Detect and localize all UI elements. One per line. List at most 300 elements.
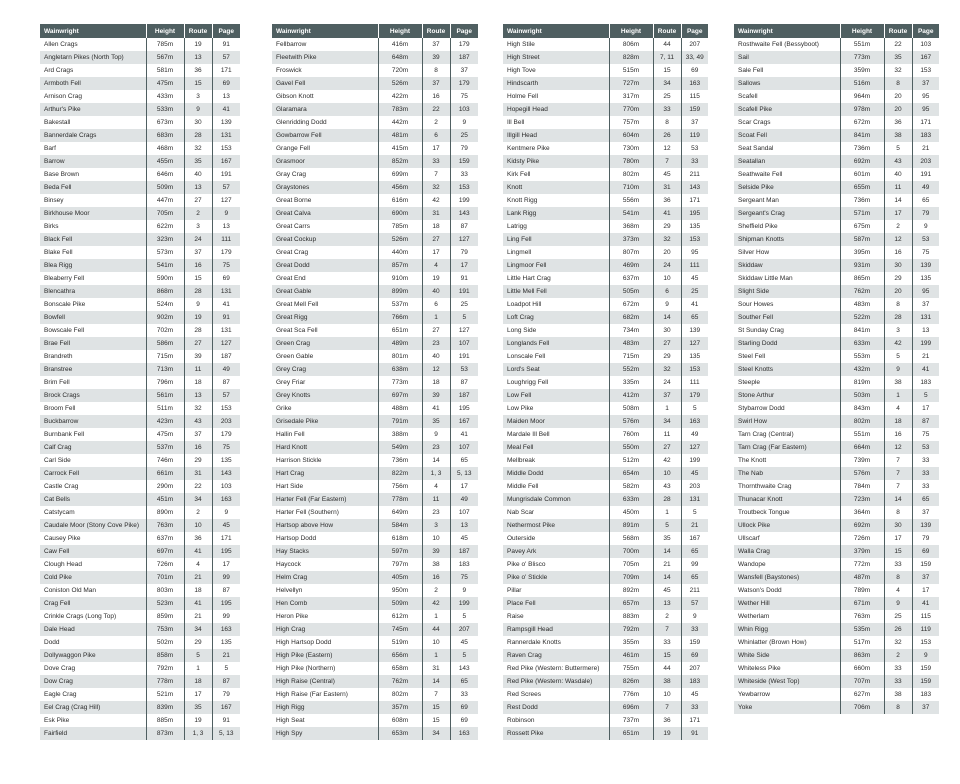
fell-page: 17 [450,259,478,272]
table-row [734,415,939,428]
fell-name: Caw Fell [40,545,146,558]
fell-page: 127 [681,441,708,454]
fell-page: 49 [681,428,708,441]
fell-page: 171 [681,194,708,207]
fell-page: 159 [912,558,939,571]
fell-height: 700m [609,545,653,558]
fell-name: Mellbreak [503,454,609,467]
fell-name: Green Crag [272,337,378,350]
fell-page: 5 [912,389,939,402]
header-height: Height [609,24,653,38]
fell-height: 483m [840,298,884,311]
fell-page: 131 [212,324,240,337]
fell-route: 44 [653,38,681,51]
table-row [40,376,240,389]
fell-route: 11 [184,363,212,376]
table-row [503,246,708,259]
fell-page: 159 [450,155,478,168]
fell-height: 796m [146,376,184,389]
table-row [734,623,939,636]
fell-height: 802m [609,168,653,181]
fell-name: Ard Crags [40,64,146,77]
fell-route: 17 [422,142,450,155]
table-row [40,688,240,701]
fell-height: 475m [146,428,184,441]
table-row [734,181,939,194]
fell-name: High Spy [272,727,378,740]
table-row [503,142,708,155]
table-row [40,220,240,233]
fell-route: 30 [184,116,212,129]
fell-height: 671m [840,597,884,610]
table-row [734,129,939,142]
fell-height: 672m [840,116,884,129]
fell-height: 568m [609,532,653,545]
table-row [272,103,478,116]
fell-name: Base Brown [40,168,146,181]
table-row [40,545,240,558]
table-row [503,610,708,623]
fell-height: 622m [146,220,184,233]
table-row [272,207,478,220]
fell-name: Branstree [40,363,146,376]
fell-page: 95 [912,90,939,103]
fell-route: 20 [884,90,912,103]
fell-route: 16 [422,571,450,584]
fell-name: High Pike (Eastern) [272,649,378,662]
table-row [40,571,240,584]
fell-route: 1 [653,506,681,519]
fell-name: Red Pike (Western: Buttermere) [503,662,609,675]
fell-height: 757m [609,116,653,129]
fell-height: 858m [146,649,184,662]
table-row [40,467,240,480]
fell-name: Grasmoor [272,155,378,168]
fell-route: 7 [884,454,912,467]
fell-name: Grey Crag [272,363,378,376]
fell-name: Meal Fell [503,441,609,454]
fell-page: 135 [912,272,939,285]
table-row [734,584,939,597]
fell-page: 49 [450,493,478,506]
fell-height: 597m [378,545,422,558]
fell-name: Troutbeck Tongue [734,506,840,519]
table-row [272,38,478,51]
fell-name: Great End [272,272,378,285]
fell-height: 654m [609,467,653,480]
fell-height: 447m [146,194,184,207]
fell-route: 7 [653,701,681,714]
fell-height: 720m [378,64,422,77]
fell-height: 612m [378,610,422,623]
table-row [503,116,708,129]
table-row [734,662,939,675]
fell-page: 167 [912,51,939,64]
fell-route: 32 [884,64,912,77]
table-row [40,493,240,506]
fell-route: 2 [884,220,912,233]
fell-name: Harter Fell (Far Eastern) [272,493,378,506]
fell-height: 608m [378,714,422,727]
fell-route: 32 [653,363,681,376]
fell-name: Tarn Crag (Central) [734,428,840,441]
fell-route: 27 [422,233,450,246]
table-row [503,168,708,181]
fell-route: 19 [184,38,212,51]
fell-name: Birks [40,220,146,233]
table-row [734,506,939,519]
fell-name: Scafell Pike [734,103,840,116]
table-row [40,506,240,519]
table-row [503,350,708,363]
fell-height: 412m [609,389,653,402]
table-row [40,233,240,246]
fell-route: 4 [422,480,450,493]
table-row [272,662,478,675]
fell-route: 36 [653,714,681,727]
fell-name: Lank Rigg [503,207,609,220]
fell-name: Sail [734,51,840,64]
fell-name: Hard Knott [272,441,378,454]
table-row [272,389,478,402]
fell-name: Ill Bell [503,116,609,129]
fell-name: The Nab [734,467,840,480]
fell-name: Great Gable [272,285,378,298]
fell-name: Robinson [503,714,609,727]
fell-page: 75 [450,90,478,103]
fell-height: 550m [609,441,653,454]
table-row [272,337,478,350]
table-row [40,90,240,103]
fell-height: 723m [840,493,884,506]
fell-route: 1, 3 [422,467,450,480]
fell-name: Castle Crag [40,480,146,493]
fell-name: Steel Fell [734,350,840,363]
table-row [272,480,478,493]
table-row [734,285,939,298]
fell-page: 187 [450,51,478,64]
fell-page: 139 [681,324,708,337]
fell-name: Dollywaggon Pike [40,649,146,662]
fell-page: 5, 13 [450,467,478,480]
fell-height: 705m [609,558,653,571]
fell-height: 537m [378,298,422,311]
header-wainwright: Wainwright [40,24,146,38]
fell-height: 522m [840,311,884,324]
fell-route: 32 [184,142,212,155]
fell-height: 553m [840,350,884,363]
table-row [734,636,939,649]
fell-name: Clough Head [40,558,146,571]
fell-page: 127 [681,337,708,350]
fell-height: 791m [378,415,422,428]
fell-route: 6 [422,298,450,311]
fell-page: 111 [212,233,240,246]
fell-page: 49 [912,181,939,194]
fell-page: 91 [212,714,240,727]
fell-height: 561m [146,389,184,402]
fell-name: Helvellyn [272,584,378,597]
fell-page: 75 [912,428,939,441]
fell-height: 778m [378,493,422,506]
fell-name: Mardale Ill Bell [503,428,609,441]
table-row [734,688,939,701]
fell-route: 7 [422,688,450,701]
table-row [272,311,478,324]
fell-height: 675m [840,220,884,233]
fell-page: 21 [212,649,240,662]
fell-name: Slight Side [734,285,840,298]
fell-page: 17 [212,558,240,571]
fell-height: 516m [840,77,884,90]
fell-page: 53 [912,233,939,246]
fell-page: 57 [212,51,240,64]
fell-height: 710m [609,181,653,194]
fell-height: 899m [378,285,422,298]
fell-page: 9 [450,584,478,597]
table-row [272,467,478,480]
table-row [40,519,240,532]
table-row [40,532,240,545]
fell-page: 87 [912,415,939,428]
fell-height: 423m [146,415,184,428]
table-row [503,467,708,480]
fell-name: Armboth Fell [40,77,146,90]
table-row [40,428,240,441]
fell-page: 153 [681,233,708,246]
fell-name: Sheffield Pike [734,220,840,233]
fell-route: 37 [653,389,681,402]
fell-page: 139 [912,519,939,532]
fell-page: 87 [450,220,478,233]
fell-height: 828m [609,51,653,64]
fell-name: Eagle Crag [40,688,146,701]
fell-page: 17 [450,480,478,493]
fell-name: Arthur's Pike [40,103,146,116]
fell-route: 5 [884,142,912,155]
table-row [734,311,939,324]
fell-height: 661m [146,467,184,480]
fell-name: Haycock [272,558,378,571]
table-row [734,77,939,90]
fell-height: 604m [609,129,653,142]
fell-route: 30 [884,519,912,532]
fell-route: 11 [884,181,912,194]
fell-route: 27 [184,194,212,207]
fell-page: 143 [450,662,478,675]
fell-page: 45 [450,636,478,649]
table-row [272,636,478,649]
table-row [734,467,939,480]
fell-page: 187 [212,350,240,363]
fell-route: 42 [653,454,681,467]
fell-name: Blea Rigg [40,259,146,272]
fell-page: 99 [212,571,240,584]
fell-page: 111 [681,376,708,389]
fell-height: 571m [840,207,884,220]
table-row [272,324,478,337]
fell-route: 20 [653,246,681,259]
fell-page: 13 [212,90,240,103]
fell-route: 21 [184,610,212,623]
fell-name: Steeple [734,376,840,389]
table-row [40,103,240,116]
fell-page: 9 [912,220,939,233]
fell-height: 556m [609,194,653,207]
fell-page: 159 [912,662,939,675]
table-row [503,714,708,727]
table-row [734,493,939,506]
fell-route: 41 [653,207,681,220]
fell-height: 655m [840,181,884,194]
table-row [503,415,708,428]
fell-route: 24 [653,259,681,272]
fell-route: 27 [653,337,681,350]
table-row [40,38,240,51]
fell-height: 461m [609,649,653,662]
fell-route: 4 [884,402,912,415]
fell-name: Great Borne [272,194,378,207]
table-row [272,649,478,662]
fell-page: 65 [450,675,478,688]
fell-page: 57 [681,597,708,610]
table-row [734,519,939,532]
fell-height: 819m [840,376,884,389]
fell-height: 481m [378,129,422,142]
fell-route: 14 [884,194,912,207]
table-row [272,259,478,272]
table-row [503,194,708,207]
fell-page: 87 [212,584,240,597]
fell-height: 541m [609,207,653,220]
fell-route: 41 [184,597,212,610]
table-row [503,207,708,220]
fell-height: 451m [146,493,184,506]
fell-page: 211 [681,168,708,181]
fell-route: 7 [653,623,681,636]
fell-name: Scoat Fell [734,129,840,142]
fell-height: 803m [146,584,184,597]
table-row [272,519,478,532]
fell-name: Helm Crag [272,571,378,584]
fell-page: 5 [450,649,478,662]
fell-route: 42 [422,597,450,610]
fell-page: 79 [450,142,478,155]
fell-name: Dow Crag [40,675,146,688]
fell-page: 5 [450,610,478,623]
table-row [734,571,939,584]
fell-route: 40 [884,168,912,181]
fell-name: Hay Stacks [272,545,378,558]
fell-name: Latrigg [503,220,609,233]
fell-route: 20 [884,285,912,298]
fell-page: 33 [681,155,708,168]
fell-page: 17 [912,584,939,597]
fell-page: 9 [212,207,240,220]
fell-route: 12 [653,142,681,155]
fell-name: High Stile [503,38,609,51]
header-route: Route [184,24,212,38]
table-row [734,220,939,233]
fell-page: 139 [212,116,240,129]
fell-name: Hart Side [272,480,378,493]
fell-page: 167 [681,532,708,545]
fell-route: 35 [422,415,450,428]
table-row [272,415,478,428]
table-row [40,350,240,363]
table-row [40,259,240,272]
fell-page: 37 [681,116,708,129]
fell-route: 39 [184,350,212,363]
fell-height: 541m [146,259,184,272]
fell-route: 24 [653,376,681,389]
fell-route: 12 [422,363,450,376]
fell-route: 13 [653,597,681,610]
fell-route: 16 [422,90,450,103]
fell-page: 207 [681,38,708,51]
fell-name: Grike [272,402,378,415]
fell-route: 24 [184,233,212,246]
table-row [272,545,478,558]
fell-height: 649m [378,506,422,519]
fell-height: 576m [840,467,884,480]
fell-height: 582m [609,480,653,493]
fell-route: 31 [422,662,450,675]
fell-height: 863m [840,649,884,662]
fell-route: 2 [184,207,212,220]
fell-route: 19 [184,714,212,727]
fell-height: 653m [378,727,422,740]
fell-height: 601m [840,168,884,181]
table-row [272,142,478,155]
fell-page: 25 [681,285,708,298]
fell-page: 187 [450,389,478,402]
fell-name: Maiden Moor [503,415,609,428]
fell-route: 40 [422,285,450,298]
fell-height: 551m [840,428,884,441]
fell-name: Knott [503,181,609,194]
fell-name: Carl Side [40,454,146,467]
fell-page: 135 [212,636,240,649]
fell-name: Heron Pike [272,610,378,623]
fell-height: 806m [609,38,653,51]
fell-route: 8 [653,116,681,129]
fell-route: 42 [884,337,912,350]
fell-page: 57 [212,389,240,402]
fell-route: 7, 11 [653,51,681,64]
fell-page: 79 [912,532,939,545]
fell-route: 6 [422,129,450,142]
fell-height: 697m [146,545,184,558]
fell-page: 21 [681,519,708,532]
fell-page: 13 [212,220,240,233]
fell-height: 772m [840,558,884,571]
fell-height: 432m [840,363,884,376]
fell-page: 171 [912,116,939,129]
fell-page: 91 [212,311,240,324]
fell-route: 39 [422,389,450,402]
fell-page: 45 [212,519,240,532]
fell-height: 648m [378,51,422,64]
table-row [40,714,240,727]
fell-name: High Hartsop Dodd [272,636,378,649]
fell-name: Broom Fell [40,402,146,415]
fell-name: Red Screes [503,688,609,701]
fell-height: 885m [146,714,184,727]
fell-name: Fleetwith Pike [272,51,378,64]
fell-name: Sale Fell [734,64,840,77]
fell-height: 683m [146,129,184,142]
